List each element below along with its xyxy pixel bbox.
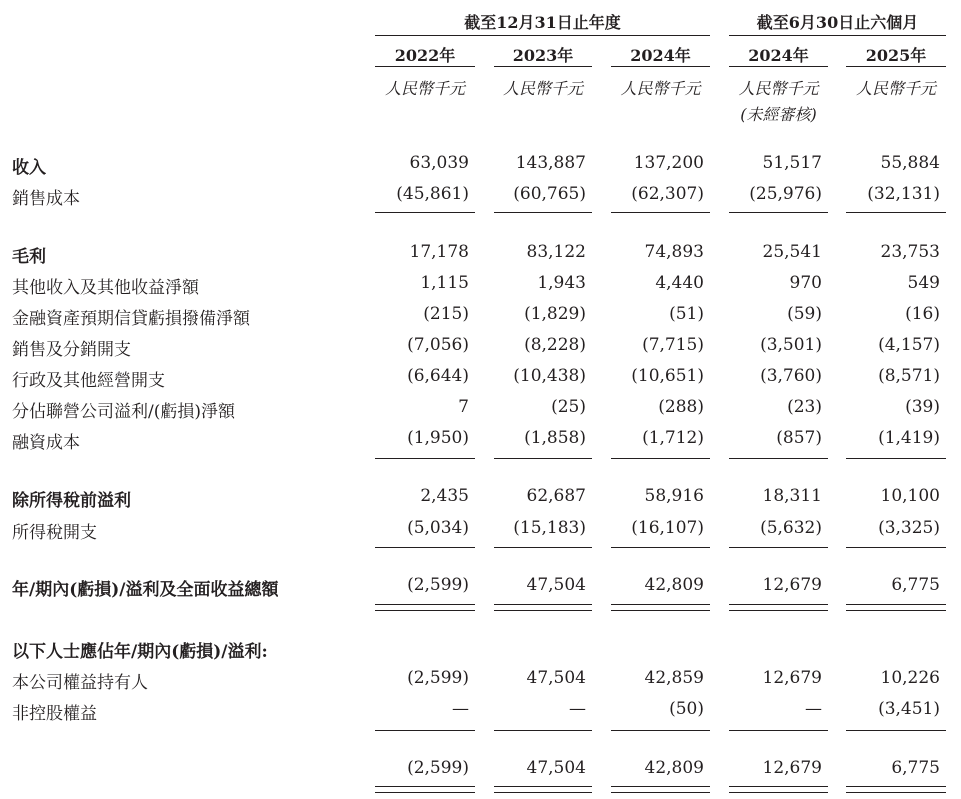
- table-cell: (1,712): [642, 428, 704, 448]
- table-cell: 63,039: [409, 153, 469, 173]
- table-cell: 18,311: [762, 486, 822, 506]
- row-label-admin-expenses: 行政及其他經營開支: [12, 371, 165, 391]
- table-cell: (51): [669, 304, 704, 324]
- table-cell: (15,183): [513, 518, 586, 538]
- table-cell: (4,157): [878, 335, 940, 355]
- table-cell: (3,501): [760, 335, 822, 355]
- row-label-selling-expenses: 銷售及分銷開支: [12, 340, 131, 360]
- unit-label: 人民幣千元: [502, 79, 583, 98]
- double-rule: [729, 604, 828, 611]
- table-cell: 2,435: [420, 486, 469, 506]
- table-cell: 10,100: [880, 486, 940, 506]
- table-cell: 83,122: [526, 242, 586, 262]
- table-cell: (39): [905, 397, 940, 417]
- subtotal-rule: [494, 458, 592, 459]
- table-cell: 42,809: [644, 575, 704, 595]
- table-cell: (10,651): [631, 366, 704, 386]
- subtotal-rule: [494, 730, 592, 731]
- row-label-gross-profit: 毛利: [12, 247, 46, 267]
- double-rule: [494, 786, 592, 793]
- year-rule: [375, 66, 475, 67]
- table-cell: (3,325): [878, 518, 940, 538]
- table-cell: 12,679: [762, 668, 822, 688]
- table-cell: (2,599): [407, 575, 469, 595]
- table-cell: (45,861): [396, 184, 469, 204]
- table-cell: (2,599): [407, 758, 469, 778]
- table-cell: (62,307): [631, 184, 704, 204]
- row-label-cost-of-sales: 銷售成本: [12, 189, 80, 209]
- double-rule: [846, 604, 946, 611]
- unit-label: 人民幣千元: [620, 79, 701, 98]
- row-label-total-comprehensive: 年/期內(虧損)/溢利及全面收益總額: [12, 580, 279, 600]
- year-rule: [494, 66, 592, 67]
- table-cell: 6,775: [891, 575, 940, 595]
- header-group-six-months: 截至6月30日止六個月: [756, 13, 919, 32]
- table-cell: (16): [905, 304, 940, 324]
- unit-label: 人民幣千元: [384, 79, 465, 98]
- table-cell: 10,226: [880, 668, 940, 688]
- table-cell: 17,178: [409, 242, 469, 262]
- subtotal-rule: [846, 730, 946, 731]
- table-cell: (59): [787, 304, 822, 324]
- year-rule: [729, 66, 828, 67]
- subtotal-rule: [375, 212, 475, 213]
- year-2023: 2023年: [512, 46, 574, 65]
- table-cell: 143,887: [515, 153, 586, 173]
- table-cell: 970: [789, 273, 822, 293]
- table-cell: 58,916: [644, 486, 704, 506]
- double-rule: [375, 786, 475, 793]
- table-cell: 6,775: [891, 758, 940, 778]
- subtotal-rule: [729, 458, 828, 459]
- table-cell: 55,884: [880, 153, 940, 173]
- row-label-profit-before-tax: 除所得稅前溢利: [12, 491, 131, 511]
- half-2025: 2025年: [865, 46, 927, 65]
- year-2024: 2024年: [630, 46, 691, 65]
- year-rule: [611, 66, 710, 67]
- table-cell: —: [452, 699, 469, 719]
- table-cell: (288): [658, 397, 704, 417]
- subtotal-rule: [375, 458, 475, 459]
- table-cell: (8,571): [878, 366, 940, 386]
- table-cell: (5,632): [760, 518, 822, 538]
- table-cell: (23): [787, 397, 822, 417]
- table-cell: 4,440: [655, 273, 704, 293]
- table-cell: 42,809: [644, 758, 704, 778]
- subtotal-rule: [611, 212, 710, 213]
- table-cell: 1,943: [537, 273, 586, 293]
- subtotal-rule: [611, 458, 710, 459]
- unit-label: 人民幣千元: [855, 79, 936, 98]
- table-cell: (3,760): [760, 366, 822, 386]
- table-cell: 74,893: [644, 242, 704, 262]
- subtotal-rule: [611, 730, 710, 731]
- header-group1-rule: [375, 35, 710, 36]
- double-rule: [611, 604, 710, 611]
- table-cell: 47,504: [526, 668, 586, 688]
- table-cell: (7,715): [642, 335, 704, 355]
- table-cell: 47,504: [526, 758, 586, 778]
- row-label-revenue: 收入: [12, 158, 46, 178]
- year-2022: 2022年: [394, 46, 456, 65]
- table-cell: (60,765): [513, 184, 586, 204]
- table-cell: —: [569, 699, 586, 719]
- table-cell: 7: [458, 397, 469, 417]
- double-rule: [846, 786, 946, 793]
- subtotal-rule: [846, 212, 946, 213]
- header-group-year-ended: 截至12月31日止年度: [464, 13, 621, 32]
- table-cell: (32,131): [867, 184, 940, 204]
- table-cell: 12,679: [762, 758, 822, 778]
- table-cell: 549: [907, 273, 940, 293]
- subtotal-rule: [846, 458, 946, 459]
- table-cell: 137,200: [633, 153, 704, 173]
- row-label-non-controlling: 非控股權益: [12, 704, 97, 724]
- row-label-finance-costs: 融資成本: [12, 433, 80, 453]
- header-group2-rule: [729, 35, 946, 36]
- table-cell: (8,228): [524, 335, 586, 355]
- table-cell: (5,034): [407, 518, 469, 538]
- table-cell: —: [805, 699, 822, 719]
- half-2024: 2024年: [748, 46, 809, 65]
- subtotal-rule: [494, 212, 592, 213]
- table-cell: (3,451): [878, 699, 940, 719]
- table-cell: 1,115: [420, 273, 469, 293]
- table-cell: 12,679: [762, 575, 822, 595]
- double-rule: [611, 786, 710, 793]
- unaudited-note: (未經審核): [740, 105, 817, 124]
- table-cell: 51,517: [762, 153, 822, 173]
- subtotal-rule: [729, 212, 828, 213]
- subtotal-rule: [846, 547, 946, 548]
- double-rule: [375, 604, 475, 611]
- table-cell: (10,438): [513, 366, 586, 386]
- table-cell: (25): [551, 397, 586, 417]
- subtotal-rule: [494, 547, 592, 548]
- row-label-ecl-provision: 金融資產預期信貸虧損撥備淨額: [12, 309, 250, 329]
- table-cell: 47,504: [526, 575, 586, 595]
- subtotal-rule: [611, 547, 710, 548]
- subtotal-rule: [375, 547, 475, 548]
- table-cell: (2,599): [407, 668, 469, 688]
- unit-label: 人民幣千元: [738, 79, 819, 98]
- subtotal-rule: [729, 730, 828, 731]
- year-rule: [846, 66, 946, 67]
- table-cell: (1,950): [407, 428, 469, 448]
- row-label-equity-holders: 本公司權益持有人: [12, 673, 148, 693]
- table-cell: 42,859: [644, 668, 704, 688]
- double-rule: [729, 786, 828, 793]
- double-rule: [494, 604, 592, 611]
- table-cell: (215): [423, 304, 469, 324]
- table-cell: (25,976): [749, 184, 822, 204]
- table-cell: (7,056): [407, 335, 469, 355]
- table-cell: (1,858): [524, 428, 586, 448]
- subtotal-rule: [375, 730, 475, 731]
- row-label-other-income: 其他收入及其他收益淨額: [12, 278, 199, 298]
- table-cell: (857): [776, 428, 822, 448]
- table-cell: (16,107): [631, 518, 704, 538]
- subtotal-rule: [729, 547, 828, 548]
- table-cell: (1,829): [524, 304, 586, 324]
- table-cell: (1,419): [878, 428, 940, 448]
- row-label-attributable-to: 以下人士應佔年/期內(虧損)/溢利:: [12, 642, 268, 662]
- table-cell: 23,753: [880, 242, 940, 262]
- table-cell: (6,644): [407, 366, 469, 386]
- table-cell: 62,687: [526, 486, 586, 506]
- table-cell: (50): [669, 699, 704, 719]
- row-label-share-of-associates: 分佔聯營公司溢利/(虧損)淨額: [12, 402, 235, 422]
- row-label-income-tax: 所得稅開支: [12, 523, 97, 543]
- table-cell: 25,541: [762, 242, 822, 262]
